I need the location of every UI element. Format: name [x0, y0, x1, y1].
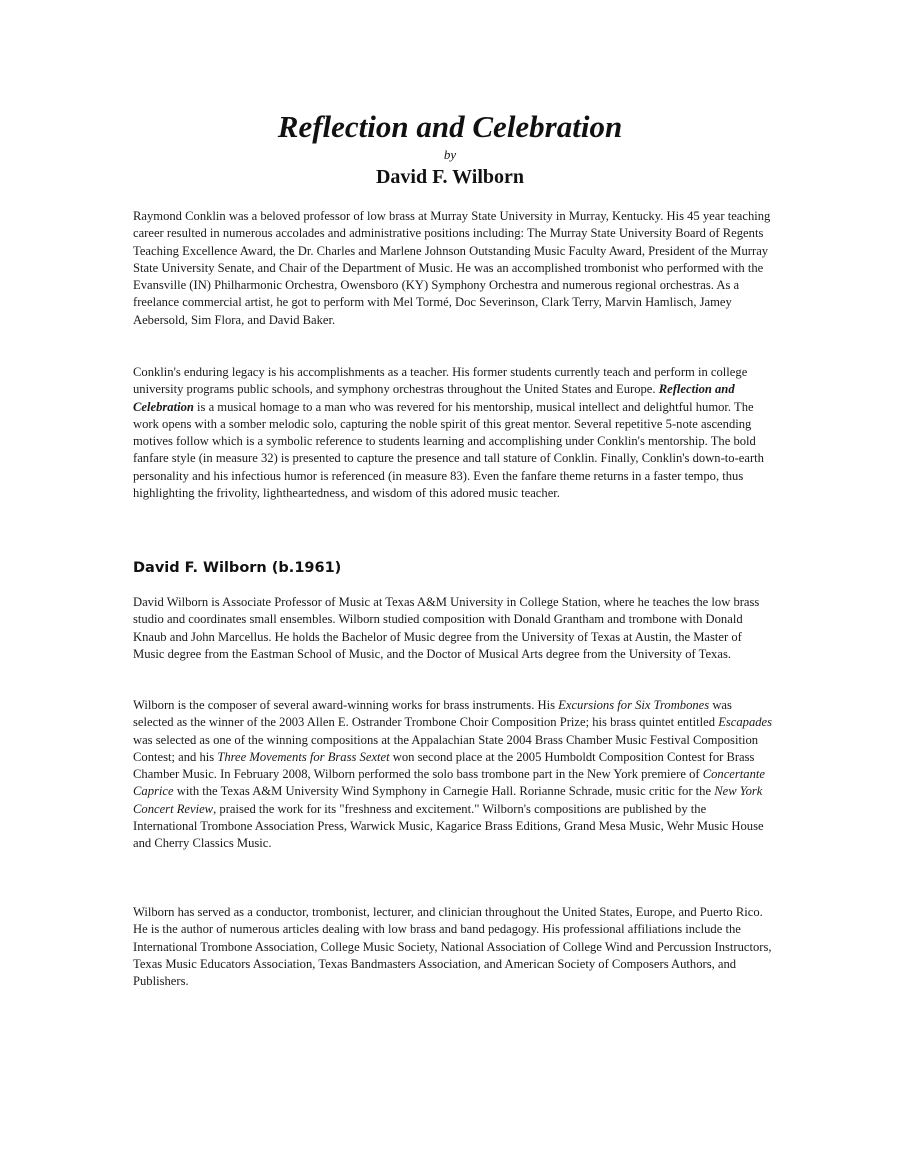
work-title: Concertante Caprice [133, 767, 765, 799]
work-title: Escapades [718, 715, 773, 730]
paragraph-text [133, 697, 773, 853]
piece-title: Reflection and Celebration [277, 109, 623, 144]
text-run: , praised the work for its "freshness and excitement." Wilborn's compositions are published by the International Trombone Association Press, Warwick Music, Kagarice Brass Editions, Grand Mesa Music, Wehr Music House and Cherry Classics Music. [133, 801, 764, 851]
publication-title: New York Concert Review [133, 784, 763, 816]
program-note-paragraph-1 [133, 208, 773, 329]
paragraph-text: Wilborn has served as a conductor, trombonist, lecturer, and clinician throughout the United States, Europe, and Puerto Rico. He is the author of numerous articles dealing with low brass and band pedagogy. His professional affiliations include the International Trombone Association, College Music Society, National Association of College Wind and Percussion Instructors, Texas Music Educators Association, Texas Bandmasters Association, and American Society of Composers Authors, and Publishers. [133, 905, 772, 989]
paragraph-text [133, 364, 773, 502]
work-title: Three Movements for Brass Sextet [217, 749, 390, 764]
bio-paragraph-1 [133, 594, 773, 663]
bio-heading: David F. Wilborn (b.1961) [133, 560, 342, 576]
paragraph-text: David Wilborn is Associate Professor of Music at Texas A&M University in College Station, where he teaches the low brass studio and coordinates small ensembles. Wilborn studied composition with Donald Grantham and trombone with Donald Knaub and John Marcellus. He holds the Bachelor of Music degree from the University of Texas at Austin, the Master of Music degree from the Eastman School of Music, and the Doctor of Musical Arts degree from the University of Texas. [133, 595, 760, 661]
text-run: was selected as one of the winning compositions at the Appalachian State 2004 Brass Chamber Music Festival Composition Contest; and his [133, 732, 759, 764]
bio-paragraph-3 [133, 904, 773, 990]
text-run: is a musical homage to a man who was revered for his mentorship, musical intellect and delightful humor. The work opens with a somber melodic solo, capturing the noble spirit of this great mentor. Several repetitive 5-note ascending motives follow which is a symbolic reference to students learning and accomplishing under Conklin's mentorship. The bold fanfare style (in measure 32) is presented to capture the presence and tall stature of Conklin. Finally, Conklin's down-to-earth personality and his infectious humor is referenced (in measure 83). Even the fanfare theme returns in a faster tempo, thus highlighting the frivolity, lightheartedness, and wisdom of this adored music teacher. [133, 399, 764, 501]
paragraph-text: Raymond Conklin was a beloved professor of low brass at Murray State University in Murray, Kentucky. His 45 year teaching career resulted in numerous accolades and administrative positions including: The Murray State University Board of Regents Teaching Excellence Award, the Dr. Charles and Marlene Johnson Outstanding Music Faculty Award, President of the Murray State University Senate, and Chair of the Department of Music. He was an accomplished trombonist who performed with the Evansville (IN) Philharmonic Orchestra, Owensboro (KY) Symphony Orchestra and numerous regional orchestras. As a freelance commercial artist, he got to perform with Mel Tormé, Doc Severinson, Clark Terry, Marvin Hamlisch, Jamey Aebersold, Sim Flora, and David Baker. [133, 209, 771, 327]
composer-name: David F. Wilborn [375, 166, 525, 188]
text-run: Conklin's enduring legacy is his accomplishments as a teacher. His former students currently teach and perform in college university programs public schools, and symphony orchestras throughout the United States and Europe. [133, 365, 748, 397]
program-note-paragraph-2 [133, 364, 773, 502]
text-run: with the Texas A&M University Wind Symphony in Carnegie Hall. Rorianne Schrade, music critic for the [173, 784, 715, 799]
bio-paragraph-2 [133, 697, 773, 853]
text-run: was selected as the winner of the 2003 Allen E. Ostrander Trombone Choir Composition Prize; his brass quintet entitled [133, 698, 732, 730]
piece-title-inline: Reflection and Celebration [133, 382, 735, 414]
text-run: won second place at the 2005 Humboldt Composition Contest for Brass Chamber Music. In February 2008, Wilborn performed the solo bass trombone part in the New York premiere of [133, 749, 755, 782]
text-run: Wilborn is the composer of several award-winning works for brass instruments. His [133, 698, 559, 712]
work-title: Excursions for Six Trombones [558, 698, 710, 712]
by-line: by [443, 147, 457, 162]
